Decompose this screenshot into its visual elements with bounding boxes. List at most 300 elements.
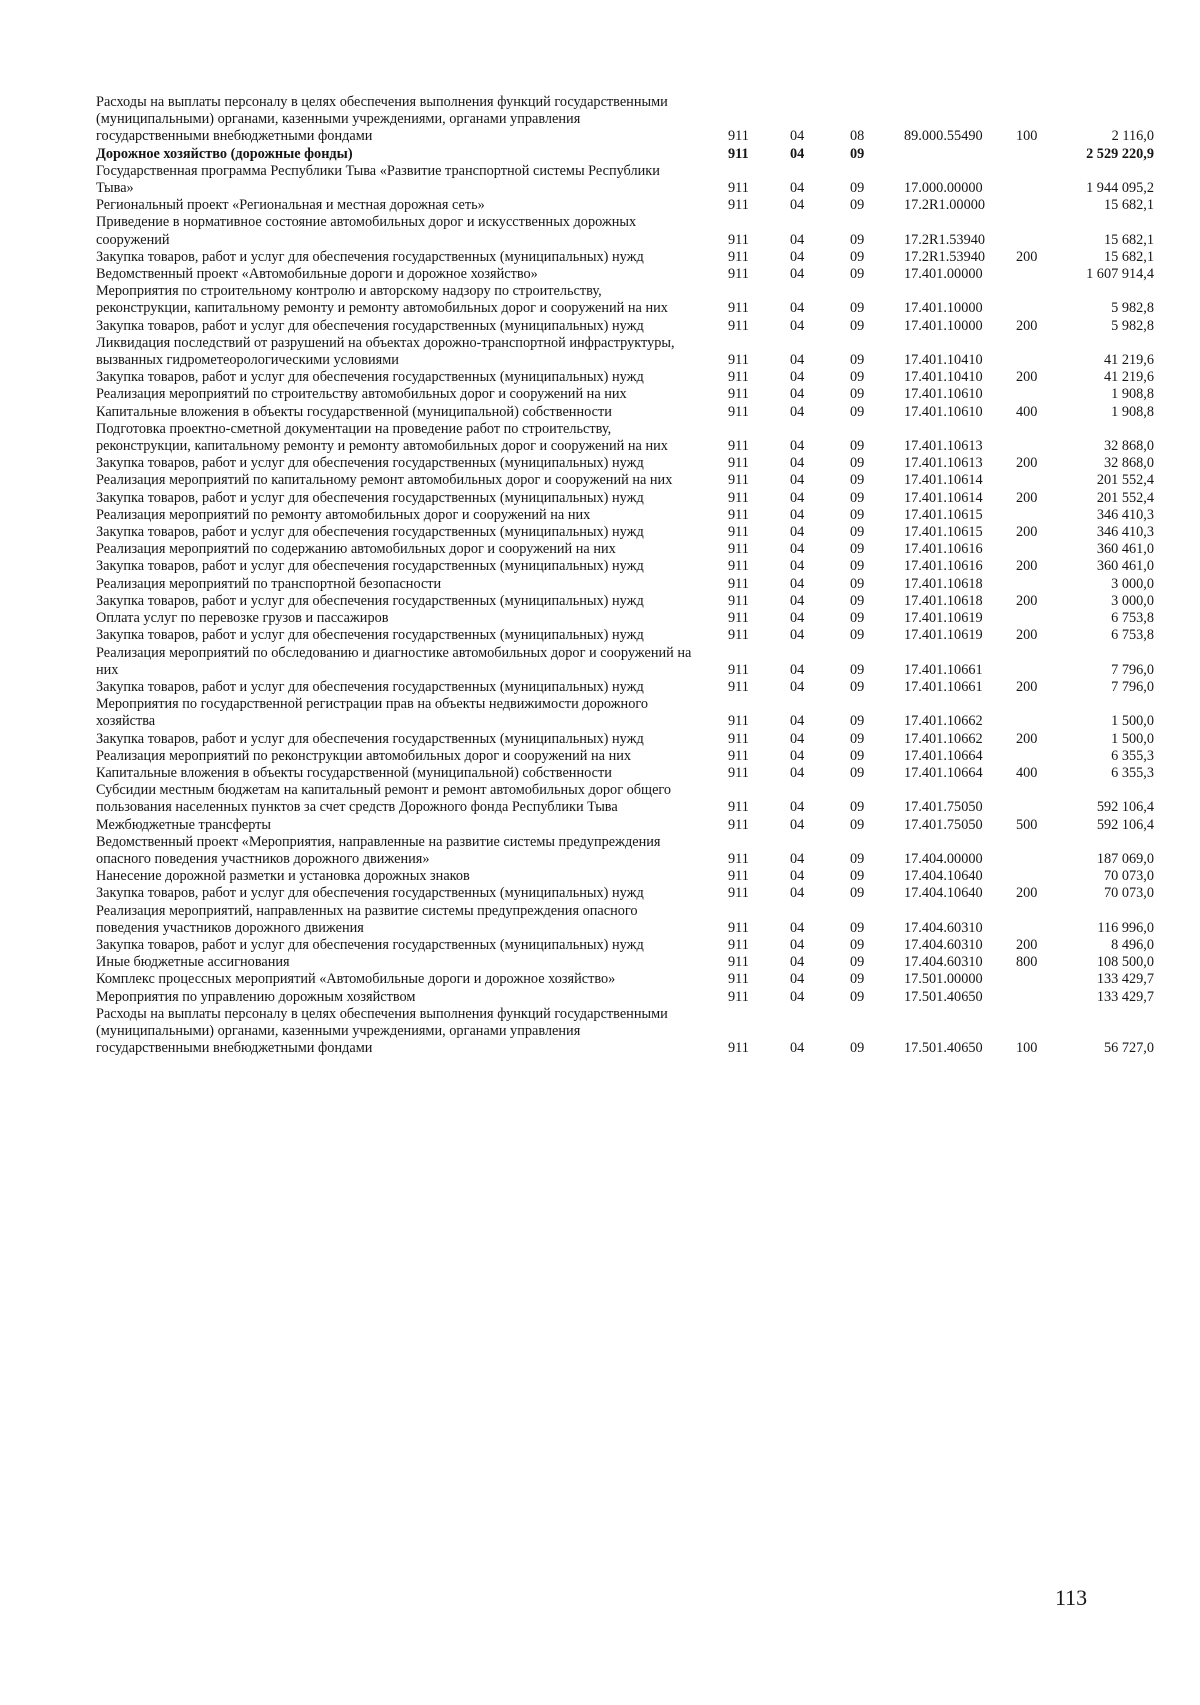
row-name: Реализация мероприятий по строительству автомобильных дорог и сооружений на них xyxy=(96,386,627,403)
ministry-code: 911 xyxy=(728,610,749,627)
amount: 187 069,0 xyxy=(1096,850,1154,867)
ministry-code: 911 xyxy=(728,850,749,867)
target-article-code: 17.401.10410 xyxy=(904,352,983,369)
amount: 1 607 914,4 xyxy=(1086,266,1154,283)
section-code: 04 xyxy=(790,592,805,609)
expense-type-code: 200 xyxy=(1016,730,1038,747)
amount: 5 982,8 xyxy=(1111,300,1154,317)
row-name: Ведомственный проект «Автомобильные дороги и дорожное хозяйство» xyxy=(96,266,538,283)
amount: 3 000,0 xyxy=(1111,592,1154,609)
expense-type-code: 200 xyxy=(1016,678,1038,695)
ministry-code: 911 xyxy=(728,266,749,283)
table-row xyxy=(96,902,1154,937)
section-code: 04 xyxy=(790,438,805,455)
ministry-code: 911 xyxy=(728,592,749,609)
section-code: 04 xyxy=(790,403,805,420)
section-code: 04 xyxy=(790,764,805,781)
amount: 201 552,4 xyxy=(1096,489,1154,506)
target-article-code: 17.401.10664 xyxy=(904,764,983,781)
target-article-code: 17.401.10614 xyxy=(904,472,983,489)
ministry-code: 911 xyxy=(728,627,749,644)
target-article-code: 17.401.10613 xyxy=(904,455,983,472)
target-article-code: 17.2R1.53940 xyxy=(904,248,986,265)
ministry-code: 911 xyxy=(728,403,749,420)
row-name: Ликвидация последствий от разрушений на объектах дорожно-транспортной инфраструктуры, вызванных гидрометеорологическими условиями xyxy=(96,334,675,369)
target-article-code: 17.401.10410 xyxy=(904,369,983,386)
section-code: 04 xyxy=(790,747,805,764)
amount: 70 073,0 xyxy=(1103,885,1154,902)
subsection-code: 09 xyxy=(850,352,865,369)
subsection-code: 09 xyxy=(850,472,865,489)
row-name: Мероприятия по строительному контролю и авторскому надзору по строительству, реконструкции, капитальному ремонту и ремонту автомобильных дорог и сооружений на них xyxy=(96,283,668,317)
amount: 70 073,0 xyxy=(1103,868,1154,885)
subsection-code: 09 xyxy=(850,145,865,162)
table-row xyxy=(96,506,1154,524)
amount: 15 682,1 xyxy=(1103,248,1154,265)
section-code: 04 xyxy=(790,936,805,953)
subsection-code: 09 xyxy=(850,747,865,764)
ministry-code: 911 xyxy=(728,317,749,334)
subsection-code: 08 xyxy=(850,128,865,145)
table-row xyxy=(96,197,1154,214)
amount: 360 461,0 xyxy=(1096,541,1154,558)
table-row xyxy=(96,558,1154,575)
table-row xyxy=(96,610,1154,627)
target-article-code: 17.501.40650 xyxy=(904,1040,983,1057)
ministry-code: 911 xyxy=(728,661,749,678)
target-article-code: 17.401.10610 xyxy=(904,386,983,403)
expense-type-code: 200 xyxy=(1016,248,1038,265)
section-code: 04 xyxy=(790,610,805,627)
target-article-code: 17.401.10619 xyxy=(904,627,983,644)
subsection-code: 09 xyxy=(850,730,865,747)
target-article-code: 17.404.10640 xyxy=(904,885,983,902)
expense-type-code: 200 xyxy=(1016,627,1038,644)
ministry-code: 911 xyxy=(728,868,749,885)
ministry-code: 911 xyxy=(728,971,749,988)
section-code: 04 xyxy=(790,558,805,575)
amount: 201 552,4 xyxy=(1096,472,1154,489)
expense-type-code: 200 xyxy=(1016,455,1038,472)
amount: 7 796,0 xyxy=(1111,678,1154,695)
table-row xyxy=(96,386,1154,403)
amount: 1 908,8 xyxy=(1111,403,1154,420)
section-code: 04 xyxy=(790,1040,805,1057)
table-row xyxy=(96,936,1154,954)
subsection-code: 09 xyxy=(850,197,865,214)
subsection-code: 09 xyxy=(850,868,865,885)
subsection-code: 09 xyxy=(850,300,865,317)
ministry-code: 911 xyxy=(728,919,749,936)
amount: 6 753,8 xyxy=(1111,610,1154,627)
ministry-code: 911 xyxy=(728,369,749,386)
target-article-code: 17.401.10661 xyxy=(904,678,983,695)
amount: 32 868,0 xyxy=(1103,438,1154,455)
amount: 346 410,3 xyxy=(1096,506,1154,523)
section-code: 04 xyxy=(790,868,805,885)
target-article-code: 17.401.10000 xyxy=(904,317,983,334)
table-row xyxy=(96,162,1154,197)
section-code: 04 xyxy=(790,678,805,695)
amount: 6 753,8 xyxy=(1111,627,1154,644)
ministry-code: 911 xyxy=(728,816,749,833)
row-name: Иные бюджетные ассигнования xyxy=(96,954,290,971)
target-article-code: 17.401.10614 xyxy=(904,489,983,506)
subsection-code: 09 xyxy=(850,524,865,541)
subsection-code: 09 xyxy=(850,713,865,730)
subsection-code: 09 xyxy=(850,231,865,248)
subsection-code: 09 xyxy=(850,592,865,609)
amount: 15 682,1 xyxy=(1103,197,1154,214)
target-article-code: 17.401.10661 xyxy=(904,661,983,678)
subsection-code: 09 xyxy=(850,627,865,644)
table-row xyxy=(96,248,1154,266)
subsection-code: 09 xyxy=(850,610,865,627)
section-code: 04 xyxy=(790,266,805,283)
target-article-code: 17.401.10662 xyxy=(904,730,983,747)
budget-table xyxy=(96,94,1154,1057)
section-code: 04 xyxy=(790,352,805,369)
target-article-code: 17.401.10618 xyxy=(904,592,983,609)
table-row xyxy=(96,214,1154,248)
amount: 133 429,7 xyxy=(1096,971,1154,988)
amount: 6 355,3 xyxy=(1111,747,1154,764)
section-code: 04 xyxy=(790,988,805,1005)
expense-type-code: 200 xyxy=(1016,592,1038,609)
row-name: Закупка товаров, работ и услуг для обеспечения государственных (муниципальных) нужд xyxy=(96,592,644,609)
section-code: 04 xyxy=(790,180,805,197)
section-code: 04 xyxy=(790,541,805,558)
row-name: Закупка товаров, работ и услуг для обеспечения государственных (муниципальных) нужд xyxy=(96,455,644,472)
row-name: Реализация мероприятий по реконструкции автомобильных дорог и сооружений на них xyxy=(96,747,632,764)
ministry-code: 911 xyxy=(728,386,749,403)
section-code: 04 xyxy=(790,524,805,541)
section-code: 04 xyxy=(790,954,805,971)
target-article-code: 17.2R1.53940 xyxy=(904,231,986,248)
subsection-code: 09 xyxy=(850,764,865,781)
row-name: Закупка товаров, работ и услуг для обеспечения государственных (муниципальных) нужд xyxy=(96,730,644,747)
table-row xyxy=(96,782,1154,816)
row-name: Реализация мероприятий по содержанию автомобильных дорог и сооружений на них xyxy=(96,541,616,558)
expense-type-code: 400 xyxy=(1016,764,1038,781)
ministry-code: 911 xyxy=(728,541,749,558)
row-name: Ведомственный проект «Мероприятия, направленные на развитие системы предупреждения опасного поведения участников дорожного движения» xyxy=(96,833,661,867)
ministry-code: 911 xyxy=(728,713,749,730)
target-article-code: 17.401.00000 xyxy=(904,266,983,283)
table-row xyxy=(96,627,1154,644)
row-name: Закупка товаров, работ и услуг для обеспечения государственных (муниципальных) нужд xyxy=(96,248,644,265)
amount: 592 106,4 xyxy=(1096,816,1154,833)
subsection-code: 09 xyxy=(850,558,865,575)
row-name: Оплата услуг по перевозке грузов и пассажиров xyxy=(96,610,389,627)
subsection-code: 09 xyxy=(850,489,865,506)
table-row xyxy=(96,954,1154,971)
expense-type-code: 200 xyxy=(1016,524,1038,541)
target-article-code: 17.401.10616 xyxy=(904,558,983,575)
row-name: Мероприятия по управлению дорожным хозяйством xyxy=(96,988,416,1005)
row-name: Реализация мероприятий по транспортной безопасности xyxy=(96,575,442,592)
row-name: Закупка товаров, работ и услуг для обеспечения государственных (муниципальных) нужд xyxy=(96,558,644,575)
subsection-code: 09 xyxy=(850,248,865,265)
table-row xyxy=(96,334,1154,369)
amount: 1 500,0 xyxy=(1111,713,1154,730)
target-article-code: 17.501.00000 xyxy=(904,971,983,988)
section-code: 04 xyxy=(790,369,805,386)
table-row xyxy=(96,868,1154,885)
row-name: Дорожное хозяйство (дорожные фонды) xyxy=(96,145,353,162)
row-name: Реализация мероприятий по ремонту автомобильных дорог и сооружений на них xyxy=(96,506,591,523)
target-article-code: 17.401.10610 xyxy=(904,403,983,420)
expense-type-code: 200 xyxy=(1016,317,1038,334)
subsection-code: 09 xyxy=(850,541,865,558)
subsection-code: 09 xyxy=(850,678,865,695)
expense-type-code: 400 xyxy=(1016,403,1038,420)
ministry-code: 911 xyxy=(728,799,749,816)
table-row xyxy=(96,145,1154,163)
expense-type-code: 100 xyxy=(1016,1040,1038,1057)
section-code: 04 xyxy=(790,231,805,248)
table-row xyxy=(96,678,1154,696)
amount: 32 868,0 xyxy=(1103,455,1154,472)
ministry-code: 911 xyxy=(728,764,749,781)
subsection-code: 09 xyxy=(850,971,865,988)
section-code: 04 xyxy=(790,627,805,644)
ministry-code: 911 xyxy=(728,988,749,1005)
subsection-code: 09 xyxy=(850,455,865,472)
row-name: Закупка товаров, работ и услуг для обеспечения государственных (муниципальных) нужд xyxy=(96,627,644,644)
section-code: 04 xyxy=(790,317,805,334)
subsection-code: 09 xyxy=(850,988,865,1005)
row-name: Приведение в нормативное состояние автомобильных дорог и искусственных дорожных сооружений xyxy=(96,214,637,248)
target-article-code: 17.404.00000 xyxy=(904,850,983,867)
table-row xyxy=(96,1005,1154,1058)
section-code: 04 xyxy=(790,885,805,902)
ministry-code: 911 xyxy=(728,678,749,695)
subsection-code: 09 xyxy=(850,885,865,902)
row-name: Капитальные вложения в объекты государственной (муниципальной) собственности xyxy=(96,403,612,420)
table-row xyxy=(96,472,1154,489)
expense-type-code: 800 xyxy=(1016,954,1038,971)
row-name: Подготовка проектно-сметной документации на проведение работ по строительству, реконструкции, капитальному ремонту и ремонту автомобильных дорог и сооружений на них xyxy=(96,420,668,455)
table-row xyxy=(96,455,1154,472)
subsection-code: 09 xyxy=(850,816,865,833)
table-row xyxy=(96,317,1154,335)
ministry-code: 911 xyxy=(728,248,749,265)
table-row xyxy=(96,885,1154,902)
amount: 2 529 220,9 xyxy=(1086,145,1154,162)
section-code: 04 xyxy=(790,575,805,592)
table-row xyxy=(96,592,1154,610)
subsection-code: 09 xyxy=(850,1040,865,1057)
row-name: Закупка товаров, работ и услуг для обеспечения государственных (муниципальных) нужд xyxy=(96,936,644,953)
table-row xyxy=(96,833,1154,868)
row-name: Межбюджетные трансферты xyxy=(96,816,272,833)
row-name: Закупка товаров, работ и услуг для обеспечения государственных (муниципальных) нужд xyxy=(96,524,644,541)
ministry-code: 911 xyxy=(728,575,749,592)
subsection-code: 09 xyxy=(850,266,865,283)
subsection-code: 09 xyxy=(850,386,865,403)
ministry-code: 911 xyxy=(728,885,749,902)
table-row xyxy=(96,420,1154,455)
amount: 1 944 095,2 xyxy=(1086,180,1154,197)
amount: 5 982,8 xyxy=(1111,317,1154,334)
ministry-code: 911 xyxy=(728,1040,749,1057)
subsection-code: 09 xyxy=(850,661,865,678)
expense-type-code: 100 xyxy=(1016,128,1038,145)
row-name: Расходы на выплаты персоналу в целях обеспечения выполнения функций государственными (муниципальными) органами, казенными учреждениями, органами управления государственными внебюджетными фондами xyxy=(96,1005,668,1057)
subsection-code: 09 xyxy=(850,919,865,936)
expense-type-code: 200 xyxy=(1016,369,1038,386)
target-article-code: 17.401.10613 xyxy=(904,438,983,455)
row-name: Нанесение дорожной разметки и установка дорожных знаков xyxy=(96,868,470,885)
row-name: Расходы на выплаты персоналу в целях обеспечения выполнения функций государственными (муниципальными) органами, казенными учреждениями, органами управления государственными внебюджетными фондами xyxy=(96,94,668,145)
amount: 592 106,4 xyxy=(1096,799,1154,816)
section-code: 04 xyxy=(790,730,805,747)
page-number: 113 xyxy=(1055,1585,1088,1610)
amount: 15 682,1 xyxy=(1103,231,1154,248)
subsection-code: 09 xyxy=(850,403,865,420)
amount: 360 461,0 xyxy=(1096,558,1154,575)
amount: 41 219,6 xyxy=(1103,352,1154,369)
row-name: Капитальные вложения в объекты государственной (муниципальной) собственности xyxy=(96,764,612,781)
table-row xyxy=(96,489,1154,507)
ministry-code: 911 xyxy=(728,145,749,162)
ministry-code: 911 xyxy=(728,438,749,455)
ministry-code: 911 xyxy=(728,558,749,575)
table-row xyxy=(96,575,1154,593)
amount: 41 219,6 xyxy=(1103,369,1154,386)
target-article-code: 17.404.60310 xyxy=(904,936,983,953)
amount: 8 496,0 xyxy=(1111,936,1154,953)
amount: 7 796,0 xyxy=(1111,661,1154,678)
amount: 56 727,0 xyxy=(1103,1040,1154,1057)
section-code: 04 xyxy=(790,799,805,816)
section-code: 04 xyxy=(790,197,805,214)
section-code: 04 xyxy=(790,919,805,936)
ministry-code: 911 xyxy=(728,352,749,369)
row-name: Реализация мероприятий по капитальному ремонт автомобильных дорог и сооружений на них xyxy=(96,472,673,489)
row-name: Закупка товаров, работ и услуг для обеспечения государственных (муниципальных) нужд xyxy=(96,489,644,506)
table-row xyxy=(96,644,1154,679)
row-name: Региональный проект «Региональная и местная дорожная сеть» xyxy=(96,197,485,214)
table-row xyxy=(96,988,1154,1006)
amount: 2 116,0 xyxy=(1111,128,1154,145)
table-row xyxy=(96,369,1154,386)
target-article-code: 17.2R1.00000 xyxy=(904,197,986,214)
amount: 3 000,0 xyxy=(1111,575,1154,592)
table-row xyxy=(96,541,1154,558)
section-code: 04 xyxy=(790,816,805,833)
section-code: 04 xyxy=(790,971,805,988)
row-name: Комплекс процессных мероприятий «Автомобильные дороги и дорожное хозяйство» xyxy=(96,971,616,988)
section-code: 04 xyxy=(790,489,805,506)
row-name: Закупка товаров, работ и услуг для обеспечения государственных (муниципальных) нужд xyxy=(96,885,644,902)
subsection-code: 09 xyxy=(850,180,865,197)
row-name: Реализация мероприятий, направленных на развитие системы предупреждения опасного поведения участников дорожного движения xyxy=(96,902,638,936)
ministry-code: 911 xyxy=(728,524,749,541)
table-row xyxy=(96,971,1154,988)
target-article-code: 17.401.10618 xyxy=(904,575,983,592)
subsection-code: 09 xyxy=(850,317,865,334)
section-code: 04 xyxy=(790,300,805,317)
target-article-code: 17.404.60310 xyxy=(904,919,983,936)
table-row xyxy=(96,283,1154,317)
target-article-code: 17.404.60310 xyxy=(904,954,983,971)
subsection-code: 09 xyxy=(850,954,865,971)
ministry-code: 911 xyxy=(728,455,749,472)
ministry-code: 911 xyxy=(728,472,749,489)
subsection-code: 09 xyxy=(850,575,865,592)
table-row xyxy=(96,764,1154,782)
target-article-code: 17.401.10000 xyxy=(904,300,983,317)
table-row xyxy=(96,403,1154,421)
ministry-code: 911 xyxy=(728,506,749,523)
table-row xyxy=(96,266,1154,283)
section-code: 04 xyxy=(790,145,805,162)
target-article-code: 17.401.10662 xyxy=(904,713,983,730)
ministry-code: 911 xyxy=(728,936,749,953)
target-article-code: 17.401.10616 xyxy=(904,541,983,558)
subsection-code: 09 xyxy=(850,506,865,523)
ministry-code: 911 xyxy=(728,180,749,197)
target-article-code: 17.401.10619 xyxy=(904,610,983,627)
amount: 133 429,7 xyxy=(1096,988,1154,1005)
expense-type-code: 200 xyxy=(1016,936,1038,953)
section-code: 04 xyxy=(790,128,805,145)
subsection-code: 09 xyxy=(850,936,865,953)
expense-type-code: 200 xyxy=(1016,489,1038,506)
subsection-code: 09 xyxy=(850,850,865,867)
expense-type-code: 200 xyxy=(1016,885,1038,902)
target-article-code: 17.401.75050 xyxy=(904,799,983,816)
row-name: Реализация мероприятий по обследованию и диагностике автомобильных дорог и сооружений на них xyxy=(96,644,692,678)
row-name: Закупка товаров, работ и услуг для обеспечения государственных (муниципальных) нужд xyxy=(96,369,644,386)
amount: 1 908,8 xyxy=(1111,386,1154,403)
section-code: 04 xyxy=(790,713,805,730)
section-code: 04 xyxy=(790,506,805,523)
ministry-code: 911 xyxy=(728,128,749,145)
subsection-code: 09 xyxy=(850,369,865,386)
target-article-code: 17.401.10664 xyxy=(904,747,983,764)
section-code: 04 xyxy=(790,661,805,678)
ministry-code: 911 xyxy=(728,747,749,764)
amount: 346 410,3 xyxy=(1096,524,1154,541)
ministry-code: 911 xyxy=(728,954,749,971)
amount: 6 355,3 xyxy=(1111,764,1154,781)
row-name: Закупка товаров, работ и услуг для обеспечения государственных (муниципальных) нужд xyxy=(96,317,644,334)
ministry-code: 911 xyxy=(728,231,749,248)
target-article-code: 17.401.10615 xyxy=(904,506,983,523)
row-name: Закупка товаров, работ и услуг для обеспечения государственных (муниципальных) нужд xyxy=(96,678,644,695)
row-name: Государственная программа Республики Тыва «Развитие транспортной системы Республики Тыва» xyxy=(96,162,660,197)
subsection-code: 09 xyxy=(850,799,865,816)
table-row xyxy=(96,524,1154,541)
section-code: 04 xyxy=(790,472,805,489)
target-article-code: 17.401.10615 xyxy=(904,524,983,541)
section-code: 04 xyxy=(790,386,805,403)
expense-type-code: 200 xyxy=(1016,558,1038,575)
amount: 116 996,0 xyxy=(1097,919,1154,936)
table-row xyxy=(96,816,1154,834)
section-code: 04 xyxy=(790,248,805,265)
amount: 108 500,0 xyxy=(1096,954,1154,971)
target-article-code: 17.401.75050 xyxy=(904,816,983,833)
amount: 1 500,0 xyxy=(1111,730,1154,747)
expense-type-code: 500 xyxy=(1016,816,1038,833)
row-name: Субсидии местным бюджетам на капитальный ремонт и ремонт автомобильных дорог общего пользования населенных пунктов за счет средств Дорожного фонда Республики Тыва xyxy=(96,782,672,816)
table-row xyxy=(96,747,1154,765)
subsection-code: 09 xyxy=(850,438,865,455)
